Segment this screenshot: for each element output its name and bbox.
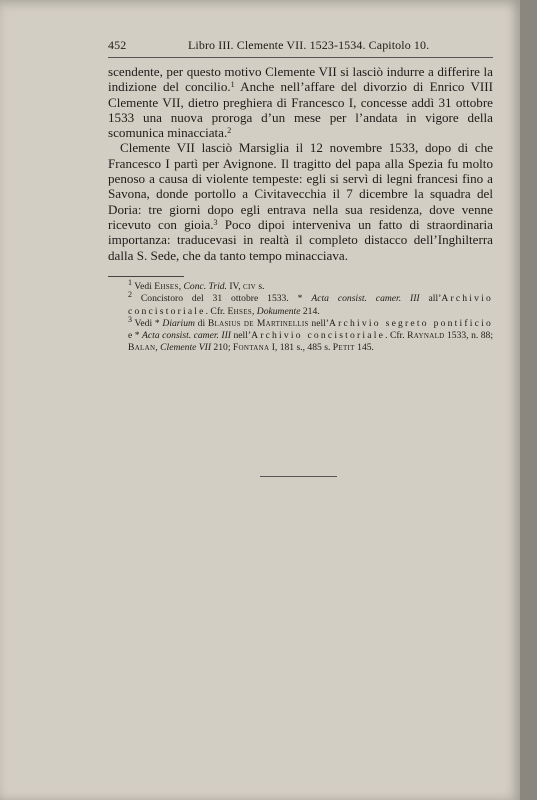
- fn3-text-k: 145.: [354, 342, 374, 354]
- fn2-text-b: all’: [419, 293, 442, 305]
- fn1-text-c: IV,: [226, 281, 244, 292]
- fn3-title: Diarium: [162, 317, 195, 329]
- footnote-2-number: 2: [128, 290, 132, 300]
- footnote-rule: [108, 276, 184, 277]
- fn3-text-a: Vedi *: [132, 317, 163, 329]
- page-number: 452: [108, 38, 127, 52]
- fn1-text-b: ,: [178, 281, 184, 292]
- footnote-ref-1: 1: [230, 80, 235, 90]
- footnote-ref-2: 2: [227, 126, 232, 136]
- fn3-text-g: 1533, n. 88;: [444, 330, 493, 342]
- fn3-text-e: nell’: [231, 330, 252, 342]
- footnotes: [108, 278, 494, 355]
- fn2-text-a: Concistoro del 31 ottobre 1533. *: [132, 293, 312, 305]
- end-of-chapter-rule: [260, 476, 337, 477]
- footnote-ref-3: 3: [213, 217, 218, 227]
- header-rule: [108, 57, 493, 58]
- fn1-text-d: s.: [256, 281, 265, 292]
- fn3-text-j: I, 181 s., 485 s.: [269, 342, 333, 354]
- fn1-text-a: Vedi: [132, 281, 155, 292]
- main-text: [108, 64, 493, 263]
- fn3-archive-1: Archivio segreto pontificio: [329, 317, 493, 329]
- paragraph-2-text-b: Poco dipoi interveniva un fatto di straordinaria importanza: traducevasi in realtà il completo distacco dell’Inghilterra dalla S. Sede, che da tanto tempo minacciava.: [108, 216, 493, 263]
- fn2-author: Ehses: [227, 305, 252, 317]
- fn3-archive-2: Archivio concistoriale: [251, 330, 386, 342]
- fn2-text-c: . Cfr.: [205, 305, 228, 317]
- fn3-author: Blasius de Martinellis: [207, 317, 309, 329]
- fn3-title-2: Acta consist. camer. III: [142, 330, 231, 342]
- paragraph-1-text-b: Anche nell’affare del divorzio di Enrico VIII Clemente VII, dietro preghiera di Francesco I, concesse addì 31 ottobre 1533 una nuova proroga d’un mese per l’andata in vigore della scomunica minacciata.: [108, 79, 494, 141]
- fn3-text-d: e *: [128, 330, 143, 342]
- fn2-text-d: ,: [251, 305, 257, 317]
- fn3-raynald: Raynald: [407, 330, 445, 342]
- footnote-1: [108, 278, 493, 293]
- fn2-archive: Archivio concistoriale: [128, 293, 494, 317]
- fn1-author: Ehses: [154, 281, 179, 292]
- fn3-balan: Balan: [128, 342, 156, 354]
- fn1-pages: civ: [243, 281, 257, 292]
- fn3-text-c: nell’: [308, 317, 330, 329]
- fn3-work: Clemente VII: [160, 342, 212, 354]
- fn2-work: Dokumente: [256, 305, 301, 317]
- footnote-1-number: 1: [128, 278, 132, 287]
- fn3-text-b: di: [194, 317, 208, 329]
- running-title: Libro III. Clemente VII. 1523-1534. Capitolo 10.: [188, 38, 430, 52]
- fn3-text-i: 210;: [211, 342, 233, 354]
- footnote-3-number: 3: [128, 314, 132, 324]
- paragraph-2-text-a: Clemente VII lasciò Marsiglia il 12 novembre 1533, dopo di che Francesco I partì per Avignone. Il tragitto del papa alla Spezia fu molto penoso a causa di violente tempeste: egli si servì di legni francesi fino a Savona, donde portollo a Civitavecchia il 7 dicembre la squadra del Doria: tre giorni dopo egli entrava nella sua residenza, dove venne ricevuto con gioia.: [108, 140, 493, 232]
- fn3-text-f: . Cfr.: [385, 330, 408, 342]
- paragraph-2: [108, 140, 493, 262]
- paragraph-1-text-a: scendente, per questo motivo Clemente VII si lasciò indurre a differire la indizione del concilio.: [108, 64, 493, 95]
- fn3-petit: Petit: [332, 342, 355, 354]
- fn3-fontana: Fontana: [232, 342, 270, 354]
- fn2-title: Acta consist. camer. III: [311, 293, 420, 305]
- fn2-text-e: 214.: [300, 305, 320, 317]
- paragraph-1: [108, 64, 493, 140]
- fn3-text-h: ,: [155, 342, 161, 354]
- footnote-3: [108, 314, 493, 355]
- fn1-title: Conc. Trid.: [183, 281, 227, 292]
- footnote-2: [108, 290, 494, 318]
